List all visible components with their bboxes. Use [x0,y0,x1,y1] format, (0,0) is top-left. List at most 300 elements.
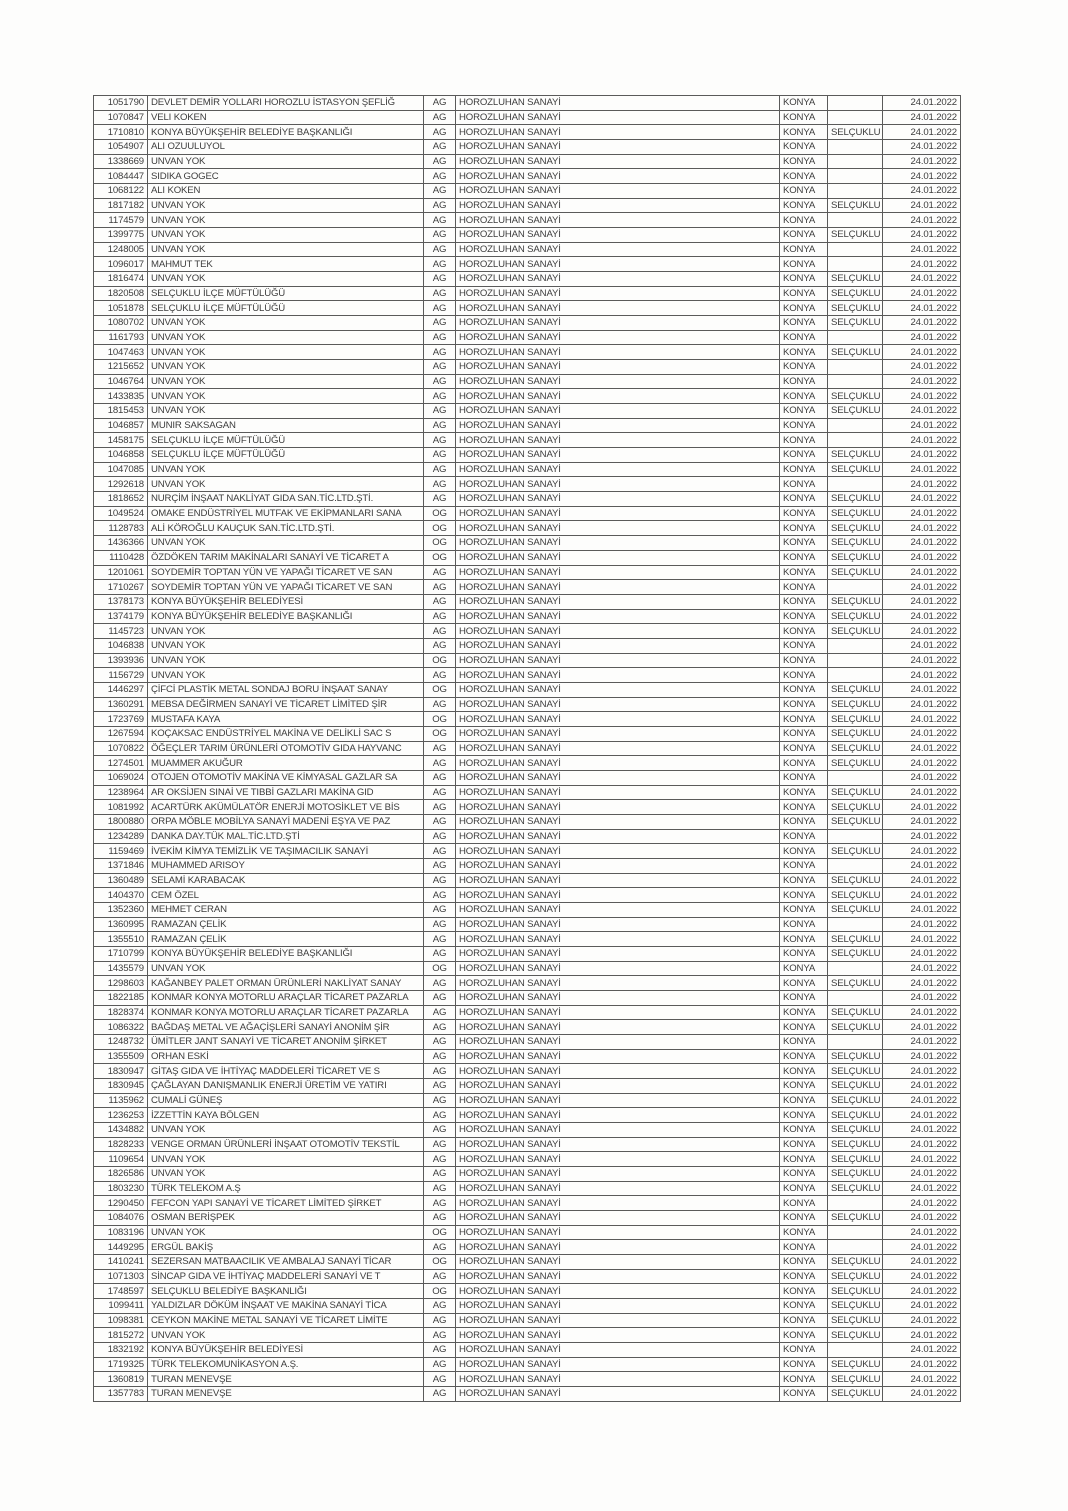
record-id-cell: 1723769 [94,712,148,727]
customer-name-cell: SELÇUKLU İLÇE MÜFTÜLÜĞÜ [148,286,424,301]
customer-name-cell: SIDIKA GOGEC [148,169,424,184]
table-row [94,1167,961,1182]
voltage-type-cell: AG [424,228,456,243]
customer-name-cell: KAĞANBEY PALET ORMAN ÜRÜNLERİ NAKLİYAT SANAY [148,976,424,991]
date-cell: 24.01.2022 [883,272,961,287]
province-cell: KONYA [780,1093,828,1108]
feeder-name-cell: HOROZLUHAN SANAYİ [456,1005,780,1020]
customer-name-cell: YALDIZLAR DÖKÜM İNŞAAT VE MAKİNA SANAYİ TİCA [148,1299,424,1314]
table-row [94,1020,961,1035]
district-cell: SELÇUKLU [828,1049,883,1064]
province-cell: KONYA [780,125,828,140]
customer-name-cell: ÇİFCİ PLASTİK METAL SONDAJ BORU İNŞAAT SANAY [148,682,424,697]
province-cell: KONYA [780,1049,828,1064]
record-id-cell: 1047085 [94,462,148,477]
date-cell: 24.01.2022 [883,858,961,873]
district-cell: SELÇUKLU [828,286,883,301]
province-cell: KONYA [780,1284,828,1299]
province-cell: KONYA [780,448,828,463]
record-id-cell: 1109654 [94,1152,148,1167]
voltage-type-cell: AG [424,1020,456,1035]
province-cell: KONYA [780,682,828,697]
district-cell: SELÇUKLU [828,682,883,697]
province-cell: KONYA [780,330,828,345]
table-row [94,213,961,228]
table-row [94,345,961,360]
customer-name-cell: CUMALİ GÜNEŞ [148,1093,424,1108]
date-cell: 24.01.2022 [883,1137,961,1152]
table-row [94,858,961,873]
voltage-type-cell: AG [424,1387,456,1402]
record-id-cell: 1748597 [94,1284,148,1299]
customer-name-cell: SELAMİ KARABACAK [148,873,424,888]
province-cell: KONYA [780,521,828,536]
province-cell: KONYA [780,858,828,873]
feeder-name-cell: HOROZLUHAN SANAYİ [456,198,780,213]
district-cell: SELÇUKLU [828,1372,883,1387]
record-id-cell: 1054907 [94,140,148,155]
province-cell: KONYA [780,462,828,477]
date-cell: 24.01.2022 [883,492,961,507]
customer-name-cell: UNVAN YOK [148,1152,424,1167]
district-cell: SELÇUKLU [828,1152,883,1167]
table-row [94,389,961,404]
voltage-type-cell: AG [424,932,456,947]
date-cell: 24.01.2022 [883,1357,961,1372]
customer-name-cell: RAMAZAN ÇELİK [148,932,424,947]
date-cell: 24.01.2022 [883,741,961,756]
table-row [94,873,961,888]
feeder-name-cell: HOROZLUHAN SANAYİ [456,242,780,257]
table-row [94,565,961,580]
voltage-type-cell: AG [424,448,456,463]
district-cell [828,374,883,389]
table-row [94,682,961,697]
district-cell: SELÇUKLU [828,1123,883,1138]
feeder-name-cell: HOROZLUHAN SANAYİ [456,462,780,477]
date-cell: 24.01.2022 [883,96,961,111]
date-cell: 24.01.2022 [883,1255,961,1270]
date-cell: 24.01.2022 [883,902,961,917]
record-id-cell: 1360995 [94,917,148,932]
date-cell: 24.01.2022 [883,1181,961,1196]
date-cell: 24.01.2022 [883,873,961,888]
date-cell: 24.01.2022 [883,946,961,961]
feeder-name-cell: HOROZLUHAN SANAYİ [456,682,780,697]
date-cell: 24.01.2022 [883,169,961,184]
table-row [94,1255,961,1270]
province-cell: KONYA [780,580,828,595]
date-cell: 24.01.2022 [883,1049,961,1064]
feeder-name-cell: HOROZLUHAN SANAYİ [456,272,780,287]
district-cell [828,653,883,668]
customer-name-cell: MUHAMMED ARISOY [148,858,424,873]
feeder-name-cell: HOROZLUHAN SANAYİ [456,726,780,741]
province-cell: KONYA [780,1005,828,1020]
province-cell: KONYA [780,1372,828,1387]
province-cell: KONYA [780,594,828,609]
province-cell: KONYA [780,477,828,492]
voltage-type-cell: AG [424,1328,456,1343]
province-cell: KONYA [780,257,828,272]
district-cell: SELÇUKLU [828,1064,883,1079]
feeder-name-cell: HOROZLUHAN SANAYİ [456,638,780,653]
voltage-type-cell: AG [424,565,456,580]
feeder-name-cell: HOROZLUHAN SANAYİ [456,433,780,448]
voltage-type-cell: OG [424,712,456,727]
voltage-type-cell: AG [424,917,456,932]
date-cell: 24.01.2022 [883,1035,961,1050]
record-id-cell: 1083196 [94,1225,148,1240]
district-cell [828,433,883,448]
voltage-type-cell: AG [424,140,456,155]
customer-name-cell: UNVAN YOK [148,1225,424,1240]
customer-name-cell: ÖĞEÇLER TARIM ÜRÜNLERİ OTOMOTİV GIDA HAYVANC [148,741,424,756]
province-cell: KONYA [780,272,828,287]
feeder-name-cell: HOROZLUHAN SANAYİ [456,140,780,155]
province-cell: KONYA [780,1328,828,1343]
feeder-name-cell: HOROZLUHAN SANAYİ [456,814,780,829]
feeder-name-cell: HOROZLUHAN SANAYİ [456,1313,780,1328]
district-cell [828,580,883,595]
feeder-name-cell: HOROZLUHAN SANAYİ [456,1108,780,1123]
record-id-cell: 1084076 [94,1211,148,1226]
table-row [94,888,961,903]
feeder-name-cell: HOROZLUHAN SANAYİ [456,594,780,609]
feeder-name-cell: HOROZLUHAN SANAYİ [456,1123,780,1138]
date-cell: 24.01.2022 [883,580,961,595]
record-id-cell: 1086322 [94,1020,148,1035]
customer-name-cell: SELÇUKLU İLÇE MÜFTÜLÜĞÜ [148,301,424,316]
record-id-cell: 1393936 [94,653,148,668]
customer-name-cell: ERGÜL BAKİŞ [148,1240,424,1255]
table-row [94,800,961,815]
table-row [94,1196,961,1211]
feeder-name-cell: HOROZLUHAN SANAYİ [456,96,780,111]
district-cell [828,1225,883,1240]
table-row [94,917,961,932]
province-cell: KONYA [780,550,828,565]
province-cell: KONYA [780,1108,828,1123]
province-cell: KONYA [780,1269,828,1284]
voltage-type-cell: OG [424,961,456,976]
voltage-type-cell: AG [424,1108,456,1123]
voltage-type-cell: AG [424,741,456,756]
feeder-name-cell: HOROZLUHAN SANAYİ [456,286,780,301]
date-cell: 24.01.2022 [883,668,961,683]
district-cell [828,990,883,1005]
voltage-type-cell: AG [424,1181,456,1196]
feeder-name-cell: HOROZLUHAN SANAYİ [456,1079,780,1094]
date-cell: 24.01.2022 [883,1196,961,1211]
district-cell [828,829,883,844]
province-cell: KONYA [780,169,828,184]
table-row [94,961,961,976]
province-cell: KONYA [780,404,828,419]
district-cell: SELÇUKLU [828,1181,883,1196]
record-id-cell: 1355510 [94,932,148,947]
district-cell: SELÇUKLU [828,550,883,565]
voltage-type-cell: AG [424,800,456,815]
customer-name-cell: UNVAN YOK [148,1123,424,1138]
feeder-name-cell: HOROZLUHAN SANAYİ [456,624,780,639]
customer-name-cell: UNVAN YOK [148,316,424,331]
voltage-type-cell: OG [424,682,456,697]
customer-name-cell: UNVAN YOK [148,653,424,668]
voltage-type-cell: AG [424,316,456,331]
district-cell: SELÇUKLU [828,1211,883,1226]
feeder-name-cell: HOROZLUHAN SANAYİ [456,228,780,243]
voltage-type-cell: AG [424,668,456,683]
feeder-name-cell: HOROZLUHAN SANAYİ [456,492,780,507]
province-cell: KONYA [780,228,828,243]
customer-name-cell: MUAMMER AKUĞUR [148,756,424,771]
date-cell: 24.01.2022 [883,1328,961,1343]
customer-name-cell: TÜRK TELEKOM A.Ş [148,1181,424,1196]
voltage-type-cell: AG [424,976,456,991]
record-id-cell: 1338669 [94,154,148,169]
province-cell: KONYA [780,418,828,433]
record-id-cell: 1830947 [94,1064,148,1079]
record-id-cell: 1360489 [94,873,148,888]
province-cell: KONYA [780,565,828,580]
province-cell: KONYA [780,1313,828,1328]
voltage-type-cell: AG [424,96,456,111]
feeder-name-cell: HOROZLUHAN SANAYİ [456,110,780,125]
customer-name-cell: UNVAN YOK [148,330,424,345]
voltage-type-cell: AG [424,154,456,169]
date-cell: 24.01.2022 [883,1313,961,1328]
date-cell: 24.01.2022 [883,213,961,228]
date-cell: 24.01.2022 [883,477,961,492]
table-row [94,433,961,448]
feeder-name-cell: HOROZLUHAN SANAYİ [456,902,780,917]
voltage-type-cell: AG [424,697,456,712]
date-cell: 24.01.2022 [883,1005,961,1020]
voltage-type-cell: AG [424,1196,456,1211]
feeder-name-cell: HOROZLUHAN SANAYİ [456,873,780,888]
voltage-type-cell: AG [424,858,456,873]
customer-name-cell: UNVAN YOK [148,228,424,243]
district-cell: SELÇUKLU [828,946,883,961]
feeder-name-cell: HOROZLUHAN SANAYİ [456,756,780,771]
province-cell: KONYA [780,668,828,683]
district-cell: SELÇUKLU [828,506,883,521]
customer-name-cell: MAHMUT TEK [148,257,424,272]
voltage-type-cell: OG [424,550,456,565]
district-cell: SELÇUKLU [828,1299,883,1314]
table-row [94,1123,961,1138]
record-id-cell: 1410241 [94,1255,148,1270]
record-id-cell: 1826586 [94,1167,148,1182]
table-row [94,726,961,741]
feeder-name-cell: HOROZLUHAN SANAYİ [456,770,780,785]
table-row [94,1240,961,1255]
district-cell [828,257,883,272]
district-cell [828,110,883,125]
province-cell: KONYA [780,213,828,228]
record-id-cell: 1047463 [94,345,148,360]
customer-name-cell: KONYA BÜYÜKŞEHİR BELEDİYE BAŞKANLIĞI [148,609,424,624]
record-id-cell: 1234289 [94,829,148,844]
voltage-type-cell: OG [424,1225,456,1240]
voltage-type-cell: AG [424,345,456,360]
record-id-cell: 1248005 [94,242,148,257]
table-row [94,932,961,947]
province-cell: KONYA [780,609,828,624]
date-cell: 24.01.2022 [883,433,961,448]
district-cell: SELÇUKLU [828,1284,883,1299]
customer-name-cell: ALİ KÖROĞLU KAUÇUK SAN.TİC.LTD.ŞTİ. [148,521,424,536]
province-cell: KONYA [780,154,828,169]
date-cell: 24.01.2022 [883,257,961,272]
district-cell: SELÇUKLU [828,1269,883,1284]
date-cell: 24.01.2022 [883,1387,961,1402]
customer-name-cell: OSMAN BERİŞPEK [148,1211,424,1226]
feeder-name-cell: HOROZLUHAN SANAYİ [456,1299,780,1314]
date-cell: 24.01.2022 [883,1269,961,1284]
record-id-cell: 1156729 [94,668,148,683]
date-cell: 24.01.2022 [883,990,961,1005]
record-id-cell: 1068122 [94,184,148,199]
record-id-cell: 1046838 [94,638,148,653]
table-row [94,228,961,243]
province-cell: KONYA [780,888,828,903]
customer-name-cell: UNVAN YOK [148,242,424,257]
record-id-cell: 1815272 [94,1328,148,1343]
feeder-name-cell: HOROZLUHAN SANAYİ [456,404,780,419]
district-cell: SELÇUKLU [828,1255,883,1270]
district-cell: SELÇUKLU [828,125,883,140]
voltage-type-cell: AG [424,433,456,448]
district-cell [828,1343,883,1358]
feeder-name-cell: HOROZLUHAN SANAYİ [456,521,780,536]
table-row [94,1137,961,1152]
table-row [94,477,961,492]
voltage-type-cell: AG [424,1211,456,1226]
date-cell: 24.01.2022 [883,1093,961,1108]
province-cell: KONYA [780,1357,828,1372]
record-id-cell: 1174579 [94,213,148,228]
customer-name-cell: İVEKİM KİMYA TEMİZLİK VE TAŞIMACILIK SANAYİ [148,844,424,859]
province-cell: KONYA [780,829,828,844]
record-id-cell: 1828233 [94,1137,148,1152]
customer-name-cell: KONYA BÜYÜKŞEHİR BELEDİYE BAŞKANLIĞI [148,946,424,961]
table-row [94,1313,961,1328]
date-cell: 24.01.2022 [883,301,961,316]
table-row [94,624,961,639]
voltage-type-cell: AG [424,1079,456,1094]
date-cell: 24.01.2022 [883,360,961,375]
date-cell: 24.01.2022 [883,1343,961,1358]
province-cell: KONYA [780,1020,828,1035]
province-cell: KONYA [780,492,828,507]
province-cell: KONYA [780,389,828,404]
province-cell: KONYA [780,110,828,125]
province-cell: KONYA [780,301,828,316]
table-row [94,814,961,829]
date-cell: 24.01.2022 [883,1064,961,1079]
voltage-type-cell: OG [424,521,456,536]
voltage-type-cell: AG [424,257,456,272]
voltage-type-cell: AG [424,770,456,785]
province-cell: KONYA [780,1343,828,1358]
customer-name-cell: UNVAN YOK [148,272,424,287]
table-row [94,580,961,595]
record-id-cell: 1434882 [94,1123,148,1138]
province-cell: KONYA [780,1387,828,1402]
customer-name-cell: MEBSA DEĞİRMEN SANAYİ VE TİCARET LİMİTED ŞİR [148,697,424,712]
table-row [94,1284,961,1299]
feeder-name-cell: HOROZLUHAN SANAYİ [456,946,780,961]
table-row [94,1152,961,1167]
table-row [94,829,961,844]
table-row [94,272,961,287]
feeder-name-cell: HOROZLUHAN SANAYİ [456,1049,780,1064]
district-cell: SELÇUKLU [828,1093,883,1108]
province-cell: KONYA [780,873,828,888]
voltage-type-cell: AG [424,1035,456,1050]
customer-name-cell: ÖZDÖKEN TARIM MAKİNALARI SANAYİ VE TİCARET A [148,550,424,565]
voltage-type-cell: AG [424,990,456,1005]
district-cell: SELÇUKLU [828,1357,883,1372]
district-cell: SELÇUKLU [828,565,883,580]
record-id-cell: 1248732 [94,1035,148,1050]
record-id-cell: 1290450 [94,1196,148,1211]
record-id-cell: 1449295 [94,1240,148,1255]
record-id-cell: 1815453 [94,404,148,419]
customer-name-cell: GİTAŞ GIDA VE İHTİYAÇ MADDELERİ TİCARET VE S [148,1064,424,1079]
province-cell: KONYA [780,902,828,917]
date-cell: 24.01.2022 [883,404,961,419]
date-cell: 24.01.2022 [883,1284,961,1299]
district-cell [828,638,883,653]
date-cell: 24.01.2022 [883,1020,961,1035]
date-cell: 24.01.2022 [883,800,961,815]
feeder-name-cell: HOROZLUHAN SANAYİ [456,316,780,331]
voltage-type-cell: AG [424,477,456,492]
voltage-type-cell: AG [424,330,456,345]
feeder-name-cell: HOROZLUHAN SANAYİ [456,477,780,492]
feeder-name-cell: HOROZLUHAN SANAYİ [456,213,780,228]
feeder-name-cell: HOROZLUHAN SANAYİ [456,800,780,815]
feeder-name-cell: HOROZLUHAN SANAYİ [456,1020,780,1035]
province-cell: KONYA [780,1196,828,1211]
feeder-name-cell: HOROZLUHAN SANAYİ [456,448,780,463]
date-cell: 24.01.2022 [883,917,961,932]
date-cell: 24.01.2022 [883,829,961,844]
province-cell: KONYA [780,1225,828,1240]
feeder-name-cell: HOROZLUHAN SANAYİ [456,374,780,389]
date-cell: 24.01.2022 [883,345,961,360]
table-row [94,902,961,917]
customer-name-cell: SELÇUKLU BELEDİYE BAŞKANLIĞI [148,1284,424,1299]
feeder-name-cell: HOROZLUHAN SANAYİ [456,580,780,595]
record-id-cell: 1433835 [94,389,148,404]
table-row [94,1372,961,1387]
district-cell: SELÇUKLU [828,726,883,741]
district-cell: SELÇUKLU [828,462,883,477]
date-cell: 24.01.2022 [883,594,961,609]
feeder-name-cell: HOROZLUHAN SANAYİ [456,888,780,903]
date-cell: 24.01.2022 [883,521,961,536]
voltage-type-cell: AG [424,829,456,844]
table-row [94,286,961,301]
feeder-name-cell: HOROZLUHAN SANAYİ [456,1137,780,1152]
province-cell: KONYA [780,638,828,653]
feeder-name-cell: HOROZLUHAN SANAYİ [456,1211,780,1226]
district-cell: SELÇUKLU [828,756,883,771]
